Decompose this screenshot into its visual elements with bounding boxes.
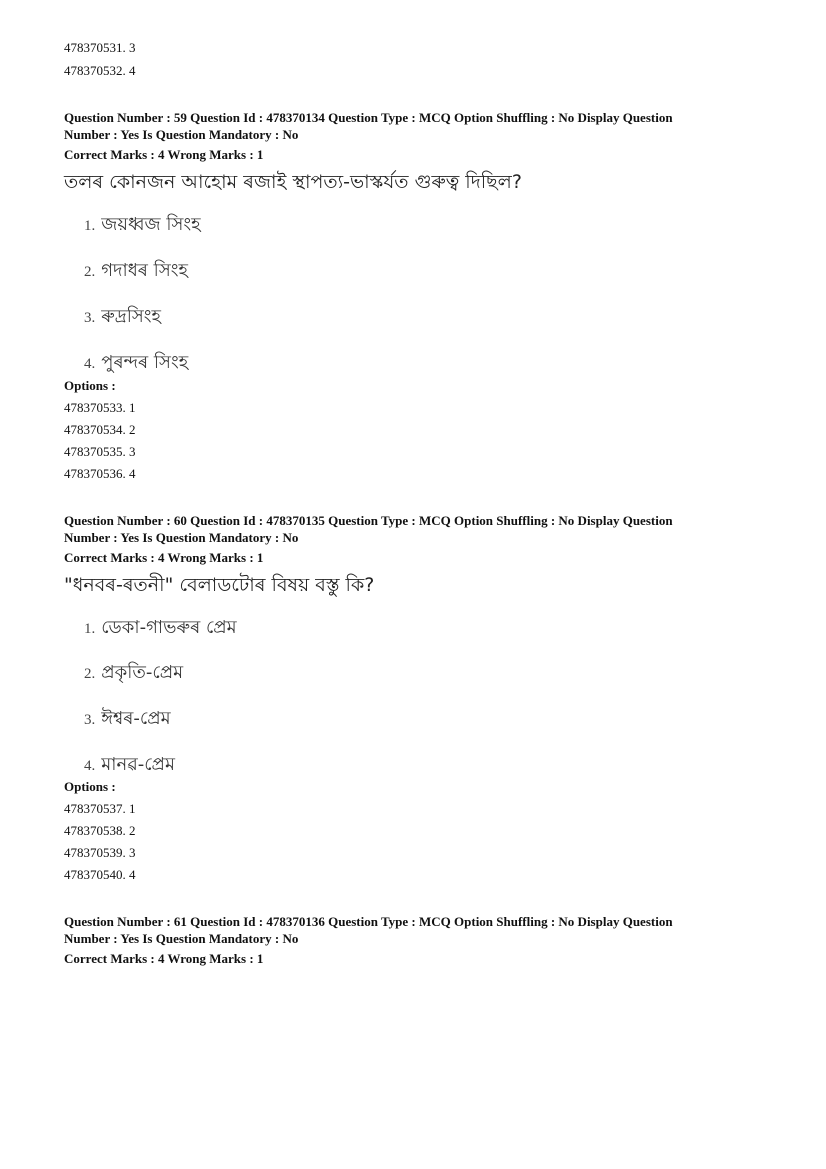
- option-row: 478370537. 1: [64, 801, 136, 816]
- question-header: Question Number : 61 Question Id : 478370136 Question Type : MCQ Option Shuffling : No Display Question: [64, 914, 673, 929]
- option-row: 478370532. 4: [64, 63, 136, 78]
- options-label: Options :: [64, 779, 116, 794]
- choice-item: 2. প্ৰকৃতি-প্ৰেম: [84, 662, 184, 683]
- option-row: 478370535. 3: [64, 444, 136, 459]
- question-header-cont: Number : Yes Is Question Mandatory : No: [64, 530, 299, 545]
- question-marks: Correct Marks : 4 Wrong Marks : 1: [64, 147, 264, 162]
- option-row: 478370536. 4: [64, 466, 136, 481]
- question-text: "ধনবৰ-ৰতনী" বেলাডটোৰ বিষয় বস্তু কি?: [64, 574, 375, 596]
- choice-item: 4. পুৰন্দৰ সিংহ: [84, 352, 189, 373]
- choice-item: 3. ঈশ্বৰ-প্ৰেম: [84, 708, 171, 729]
- option-row: 478370534. 2: [64, 422, 136, 437]
- choice-item: 4. মানৱ-প্ৰেম: [84, 754, 175, 775]
- choice-item: 2. গদাধৰ সিংহ: [84, 260, 188, 281]
- question-marks: Correct Marks : 4 Wrong Marks : 1: [64, 550, 264, 565]
- question-header: Question Number : 60 Question Id : 478370135 Question Type : MCQ Option Shuffling : No Display Question: [64, 513, 673, 528]
- question-header-cont: Number : Yes Is Question Mandatory : No: [64, 931, 299, 946]
- choice-item: 1. জয়ধ্বজ সিংহ: [84, 214, 201, 235]
- option-row: 478370531. 3: [64, 40, 136, 55]
- question-header-cont: Number : Yes Is Question Mandatory : No: [64, 127, 299, 142]
- option-row: 478370538. 2: [64, 823, 136, 838]
- choice-item: 1. ডেকা-গাভৰুৰ প্ৰেম: [84, 617, 237, 638]
- option-row: 478370540. 4: [64, 867, 136, 882]
- option-row: 478370539. 3: [64, 845, 136, 860]
- option-row: 478370533. 1: [64, 400, 136, 415]
- options-label: Options :: [64, 378, 116, 393]
- question-text: তলৰ কোনজন আহোম ৰজাই স্থাপত্য-ভাস্কৰ্যত গুৰুত্ব দিছিল?: [64, 171, 522, 193]
- question-marks: Correct Marks : 4 Wrong Marks : 1: [64, 951, 264, 966]
- question-header: Question Number : 59 Question Id : 478370134 Question Type : MCQ Option Shuffling : No Display Question: [64, 110, 673, 125]
- choice-item: 3. ৰুদ্ৰসিংহ: [84, 306, 162, 327]
